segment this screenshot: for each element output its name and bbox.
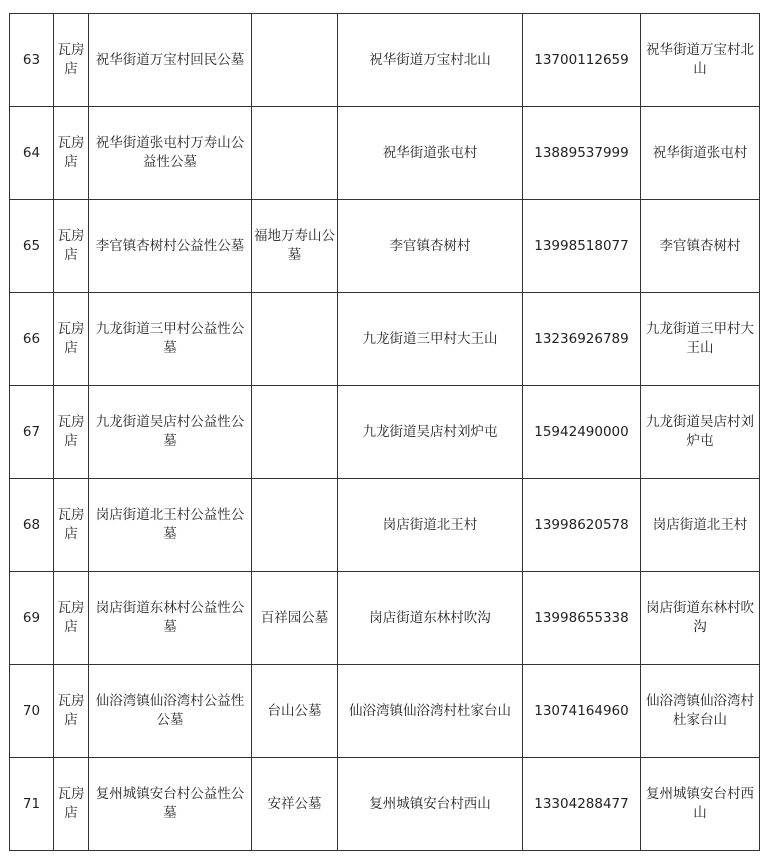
phone-cell: 13998620578 — [523, 479, 641, 572]
alias-cell — [252, 479, 338, 572]
address-cell: 九龙街道三甲村大王山 — [641, 293, 760, 386]
cemetery-name-cell: 复州城镇安台村公益性公墓 — [89, 758, 252, 851]
address-cell: 李官镇杏树村 — [641, 200, 760, 293]
phone-cell: 13236926789 — [523, 293, 641, 386]
district-cell: 瓦房店 — [54, 293, 89, 386]
alias-cell: 台山公墓 — [252, 665, 338, 758]
phone-cell: 13074164960 — [523, 665, 641, 758]
location-cell: 九龙街道吴店村刘炉屯 — [338, 386, 523, 479]
table-row — [10, 386, 760, 479]
row-number: 67 — [10, 386, 54, 479]
alias-cell — [252, 386, 338, 479]
location-cell: 祝华街道张屯村 — [338, 107, 523, 200]
row-number: 69 — [10, 572, 54, 665]
district-cell: 瓦房店 — [54, 479, 89, 572]
alias-cell: 百祥园公墓 — [252, 572, 338, 665]
location-cell: 岗店街道北王村 — [338, 479, 523, 572]
phone-cell: 13998655338 — [523, 572, 641, 665]
location-cell: 李官镇杏树村 — [338, 200, 523, 293]
cemetery-name-cell: 祝华街道万宝村回民公墓 — [89, 14, 252, 107]
cemetery-name-cell: 仙浴湾镇仙浴湾村公益性公墓 — [89, 665, 252, 758]
cemetery-name-cell: 祝华街道张屯村万寿山公益性公墓 — [89, 107, 252, 200]
cemetery-table — [9, 13, 760, 851]
table-row — [10, 572, 760, 665]
address-cell: 祝华街道万宝村北山 — [641, 14, 760, 107]
alias-cell — [252, 293, 338, 386]
address-cell: 祝华街道张屯村 — [641, 107, 760, 200]
phone-cell: 13304288477 — [523, 758, 641, 851]
location-cell: 复州城镇安台村西山 — [338, 758, 523, 851]
cemetery-name-cell: 九龙街道三甲村公益性公墓 — [89, 293, 252, 386]
district-cell: 瓦房店 — [54, 665, 89, 758]
row-number: 63 — [10, 14, 54, 107]
phone-cell: 15942490000 — [523, 386, 641, 479]
cemetery-name-cell: 九龙街道吴店村公益性公墓 — [89, 386, 252, 479]
district-cell: 瓦房店 — [54, 200, 89, 293]
row-number: 71 — [10, 758, 54, 851]
district-cell: 瓦房店 — [54, 572, 89, 665]
table-row — [10, 200, 760, 293]
district-cell: 瓦房店 — [54, 14, 89, 107]
alias-cell — [252, 107, 338, 200]
address-cell: 仙浴湾镇仙浴湾村杜家台山 — [641, 665, 760, 758]
address-cell: 岗店街道东林村吹沟 — [641, 572, 760, 665]
phone-cell: 13700112659 — [523, 14, 641, 107]
row-number: 65 — [10, 200, 54, 293]
cemetery-name-cell: 李官镇杏树村公益性公墓 — [89, 200, 252, 293]
district-cell: 瓦房店 — [54, 386, 89, 479]
table-row — [10, 293, 760, 386]
district-cell: 瓦房店 — [54, 758, 89, 851]
table-body — [10, 14, 760, 851]
row-number: 64 — [10, 107, 54, 200]
alias-cell: 安祥公墓 — [252, 758, 338, 851]
row-number: 68 — [10, 479, 54, 572]
phone-cell: 13889537999 — [523, 107, 641, 200]
row-number: 66 — [10, 293, 54, 386]
location-cell: 岗店街道东林村吹沟 — [338, 572, 523, 665]
row-number: 70 — [10, 665, 54, 758]
location-cell: 祝华街道万宝村北山 — [338, 14, 523, 107]
table-row — [10, 758, 760, 851]
phone-cell: 13998518077 — [523, 200, 641, 293]
address-cell: 复州城镇安台村西山 — [641, 758, 760, 851]
table-row — [10, 14, 760, 107]
table-row — [10, 479, 760, 572]
location-cell: 仙浴湾镇仙浴湾村杜家台山 — [338, 665, 523, 758]
alias-cell — [252, 14, 338, 107]
alias-cell: 福地万寿山公墓 — [252, 200, 338, 293]
location-cell: 九龙街道三甲村大王山 — [338, 293, 523, 386]
cemetery-name-cell: 岗店街道东林村公益性公墓 — [89, 572, 252, 665]
table-row — [10, 107, 760, 200]
table-row — [10, 665, 760, 758]
address-cell: 九龙街道吴店村刘炉屯 — [641, 386, 760, 479]
cemetery-name-cell: 岗店街道北王村公益性公墓 — [89, 479, 252, 572]
district-cell: 瓦房店 — [54, 107, 89, 200]
address-cell: 岗店街道北王村 — [641, 479, 760, 572]
